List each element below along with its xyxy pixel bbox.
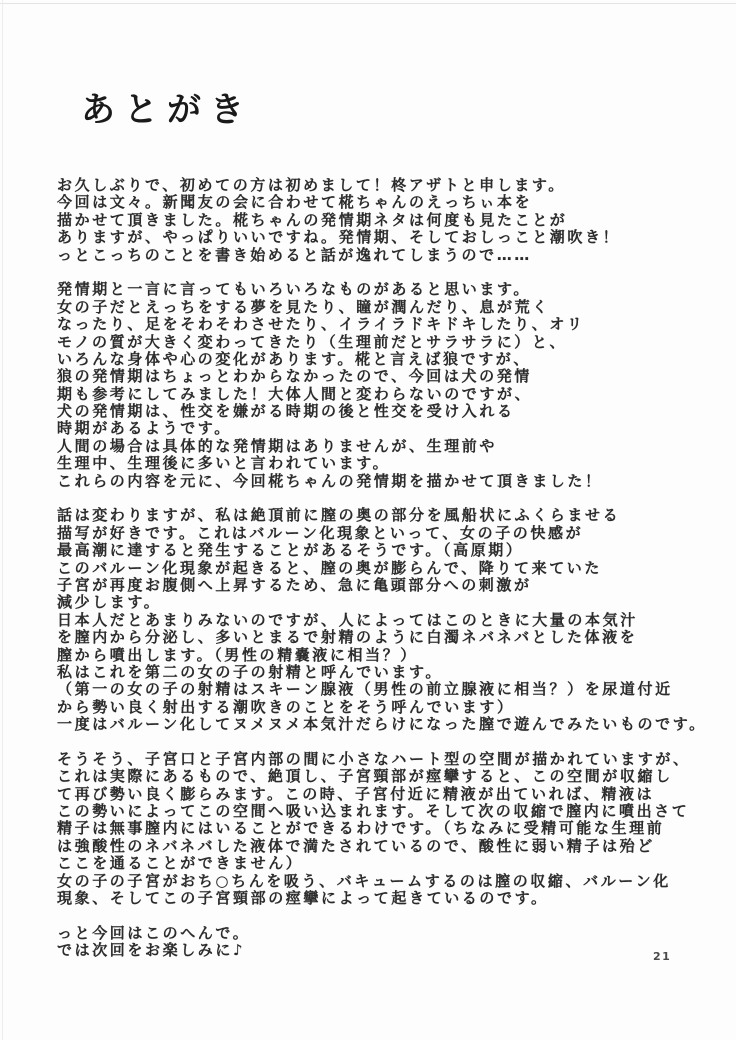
- text-line: 現象、そしてこの子宮頸部の痙攣によって起きているのです。: [57, 889, 549, 908]
- text-line: 日本人だとあまりみないのですが、人によってはこのときに大量の本気汁: [57, 610, 638, 629]
- paragraph: [57, 925, 729, 960]
- text-line: を膣内から分泌し、多いとまるで射精のように白濁ネバネバとした体液を: [57, 628, 638, 647]
- page-number: 21: [653, 950, 672, 963]
- text-line: 子宮が再度お腹側へ上昇するため、急に亀頭部分への刺激が: [57, 575, 532, 594]
- page-title: あとがき: [81, 90, 253, 130]
- text-line: は強酸性のネバネバした液体で満たされているので、酸性に弱い精子は殆ど: [57, 836, 655, 855]
- afterword-body: [57, 177, 729, 977]
- text-line: 一度はバルーン化してヌメヌメ本気汁だらけになった膣で遊んでみたいものです。: [57, 715, 707, 734]
- paragraph: [57, 507, 729, 733]
- text-line: なったり、足をそわそわさせたり、イライラドキドキしたり、オリ: [57, 315, 585, 334]
- text-line: いろんな身体や心の変化があります。椛と言えば狼ですが、: [57, 349, 532, 368]
- text-line: 私はこれを第二の女の子の射精と呼んでいます。: [57, 662, 444, 681]
- text-line: っとこっちのことを書き始めると話が逸れてしまうので……: [57, 245, 532, 264]
- text-line: 減少します。: [57, 593, 162, 612]
- scan-edge-top: [0, 3, 736, 4]
- text-line: から勢い良く射出する潮吹きのことをそう呼んでいます）: [57, 697, 515, 716]
- text-line: （第一の女の子の射精はスキーン腺液（男性の前立腺液に相当？）を尿道付近: [57, 680, 673, 699]
- text-line: ありますが、やっぱりいいですね。発情期、そしておしっこと潮吹き！: [57, 228, 621, 247]
- text-line: 時期があるようです。: [57, 419, 232, 438]
- text-line: 話は変わりますが、私は絶頂前に膣の奥の部分を風船状にふくらませる: [57, 506, 621, 525]
- text-line: 狼の発情期はちょっとわからなかったので、今回は犬の発情: [57, 367, 532, 386]
- text-line: 女の子の子宮がおち○ちんを吸う、バキュームするのは膣の収縮、バルーン化: [57, 871, 671, 890]
- text-line: では次回をお楽しみに♪: [57, 941, 246, 960]
- text-line: モノの質が大きく変わってきたり（生理前だとサラサラに）と、: [57, 332, 568, 351]
- paragraph: [57, 177, 729, 264]
- text-line: 犬の発情期は、性交を嫌がる時期の後と性交を受け入れる: [57, 402, 515, 421]
- text-line: 描かせて頂きました。椛ちゃんの発情期ネタは何度も見たことが: [57, 210, 568, 229]
- text-line: 生理中、生理後に多いと言われています。: [57, 454, 391, 473]
- text-line: ここを通ることができません）: [57, 854, 304, 873]
- text-line: 期も参考にしてみました！大体人間と変わらないのですが、: [57, 384, 533, 403]
- scan-edge-left: [2, 0, 3, 1040]
- text-line: 膣から噴出します。（男性の精嚢液に相当？）: [57, 645, 418, 664]
- text-line: お久しぶりで、初めての方は初めまして！柊アザトと申します。: [57, 176, 566, 194]
- text-line: これは実際にあるもので、絶頂し、子宮頸部が痙攣すると、この空間が収縮し: [57, 767, 673, 786]
- text-line: っと今回はこのへんで。: [57, 923, 251, 942]
- paragraph: [57, 281, 729, 490]
- text-line: 精子は無事膣内にはいることができるわけです。（ちなみに受精可能な生理前: [57, 819, 665, 838]
- text-line: そうそう、子宮口と子宮内部の間に小さなハート型の空間が描かれていますが、: [57, 749, 691, 768]
- text-line: これらの内容を元に、今回椛ちゃんの発情期を描かせて頂きました！: [57, 471, 603, 490]
- text-line: このバルーン化現象が起きると、膣の奥が膨らんで、降りて来ていた: [57, 558, 603, 577]
- text-line: 発情期と一言に言ってもいろいろなものがあると思います。: [57, 280, 532, 299]
- text-line: 女の子だとえっちをする夢を見たり、瞳が潤んだり、息が荒く: [57, 297, 550, 316]
- text-line: 最高潮に達すると発生することがあるそうです。（高原期）: [57, 541, 524, 560]
- text-line: この勢いによってこの空間へ吸い込まれます。そして次の収縮で膣内に噴出さて: [57, 802, 690, 821]
- text-line: て再び勢い良く膨らみます。この時、子宮付近に精液が出ていれば、精液は: [57, 784, 655, 803]
- text-line: 今回は文々。新聞友の会に合わせて椛ちゃんのえっちぃ本を: [57, 193, 533, 212]
- paragraph: [57, 751, 729, 908]
- text-line: 人間の場合は具体的な発情期はありませんが、生理前や: [57, 436, 498, 455]
- text-line: 描写が好きです。これはバルーン化現象といって、女の子の快感が: [57, 523, 584, 542]
